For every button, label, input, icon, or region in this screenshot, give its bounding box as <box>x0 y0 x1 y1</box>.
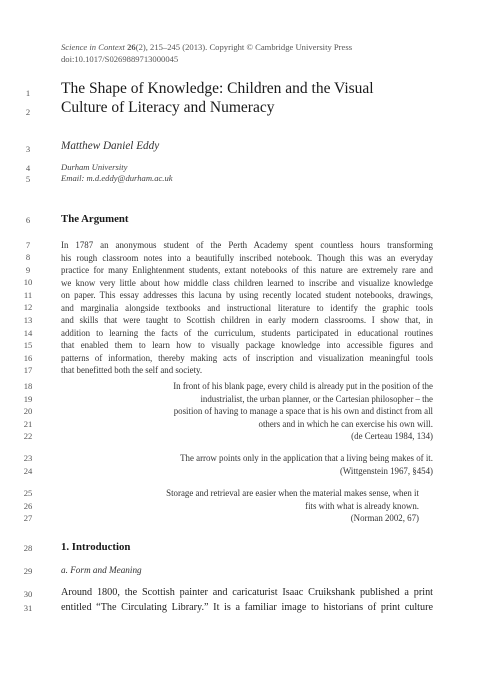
line-number: 2 <box>25 107 31 117</box>
line-number: 31 <box>23 603 33 613</box>
journal-name: Science in Context <box>61 42 125 52</box>
epigraph-source: (de Certeau 1984, 134) <box>351 431 433 442</box>
abstract-line: on paper. This essay addresses this lacuna by using recently located student notebooks, drawings, <box>61 290 433 301</box>
line-number: 9 <box>25 265 31 275</box>
abstract-line: that benefitted both the self and society. <box>61 365 203 376</box>
line-number: 27 <box>23 513 33 523</box>
abstract-line: and skills that were taught to Scottish children in early modern classrooms. I show that, in <box>61 315 433 326</box>
epigraph-line: position of having to manage a space that is his own and distinct from all <box>173 406 433 417</box>
line-number: 1 <box>25 88 31 98</box>
argument-heading: The Argument <box>61 213 129 225</box>
subsection-heading: a. Form and Meaning <box>61 565 142 575</box>
abstract-line: his rough classroom notes into a beautifully inscribed notebook. Though this was an everyday <box>61 252 433 263</box>
line-number: 10 <box>23 277 33 287</box>
author-affiliation <box>61 162 173 184</box>
line-number: 30 <box>23 589 33 599</box>
abstract-line: we know very little about how middle class children learned to inscribe and visualize knowledge <box>61 277 433 288</box>
author-email: Email: m.d.eddy@durham.ac.uk <box>61 173 173 183</box>
line-number: 12 <box>23 302 33 312</box>
journal-issue-pages: (2), 215–245 (2013). Copyright © Cambridge University Press <box>135 42 353 52</box>
title-line: The Shape of Knowledge: Children and the Visual <box>61 80 374 97</box>
line-number: 11 <box>23 290 33 300</box>
line-number: 19 <box>23 394 33 404</box>
abstract-line: and marginalia alongside textbooks and instructional literature to identify the graphic tools <box>61 302 433 313</box>
line-number: 7 <box>25 240 31 250</box>
line-number: 3 <box>25 144 31 154</box>
body-line: Around 1800, the Scottish painter and caricaturist Isaac Cruikshank published a print <box>61 587 433 598</box>
affiliation: Durham University <box>61 162 128 172</box>
abstract-paragraph <box>61 239 433 377</box>
epigraph-source: (Wittgenstein 1967, §454) <box>339 465 433 476</box>
line-number: 25 <box>23 488 33 498</box>
body-paragraph <box>61 586 433 615</box>
line-number: 16 <box>23 353 33 363</box>
line-number: 21 <box>23 419 33 429</box>
line-number: 14 <box>23 328 33 338</box>
journal-volume: 26 <box>127 42 136 52</box>
line-number: 15 <box>23 340 33 350</box>
line-number: 28 <box>23 543 33 553</box>
author-name: Matthew Daniel Eddy <box>61 140 160 152</box>
abstract-line: addition to learning the facts of the curriculum, students participated in educational routines <box>61 327 433 338</box>
line-number: 23 <box>23 453 33 463</box>
line-number: 17 <box>23 365 33 375</box>
epigraph-norman <box>166 487 419 525</box>
epigraph-line: The arrow points only in the application that a living being makes of it. <box>180 453 433 463</box>
line-number: 4 <box>25 163 31 173</box>
epigraph-line: industrialist, the urban planner, or the Cartesian philosopher – the <box>200 393 433 404</box>
line-number: 26 <box>23 501 33 511</box>
body-line: entitled “The Circulating Library.” It is a familiar image to historians of print culture <box>61 601 433 613</box>
line-number: 24 <box>23 466 33 476</box>
epigraph-line: Storage and retrieval are easier when the material makes sense, when it <box>166 488 419 498</box>
epigraph-line: others and in which he can exercise his own will. <box>258 418 433 429</box>
abstract-line: that enabled them to learn how to visually package knowledge into accessible figures and <box>61 340 433 351</box>
abstract-line: practice for many Enlightenment students, extant notebooks of this nature are extremely rare and <box>61 265 433 276</box>
paper-title <box>61 79 441 117</box>
line-number: 6 <box>25 215 31 225</box>
epigraph-wittgenstein <box>180 452 433 477</box>
line-number: 18 <box>23 381 33 391</box>
line-number: 29 <box>23 566 33 576</box>
epigraph-line: In front of his blank page, every child is already put in the position of the <box>173 381 433 391</box>
abstract-line: In 1787 an anonymous student of the Perth Academy spent countless hours transforming <box>61 240 433 250</box>
line-number: 13 <box>23 315 33 325</box>
epigraph-de-certeau <box>173 380 433 443</box>
epigraph-source: (Norman 2002, 67) <box>350 513 419 524</box>
introduction-heading: 1. Introduction <box>61 541 131 553</box>
epigraph-line: fits with what is already known. <box>305 500 419 511</box>
line-number: 8 <box>25 252 31 262</box>
line-number: 20 <box>23 406 33 416</box>
abstract-line: patterns of information, thereby making acts of inscription and visualization meaningful tools <box>61 352 433 363</box>
journal-header <box>61 41 352 65</box>
doi: doi:10.1017/S0269889713000045 <box>61 54 179 64</box>
title-line: Culture of Literacy and Numeracy <box>61 99 275 116</box>
line-number: 22 <box>23 431 33 441</box>
line-number: 5 <box>25 174 31 184</box>
